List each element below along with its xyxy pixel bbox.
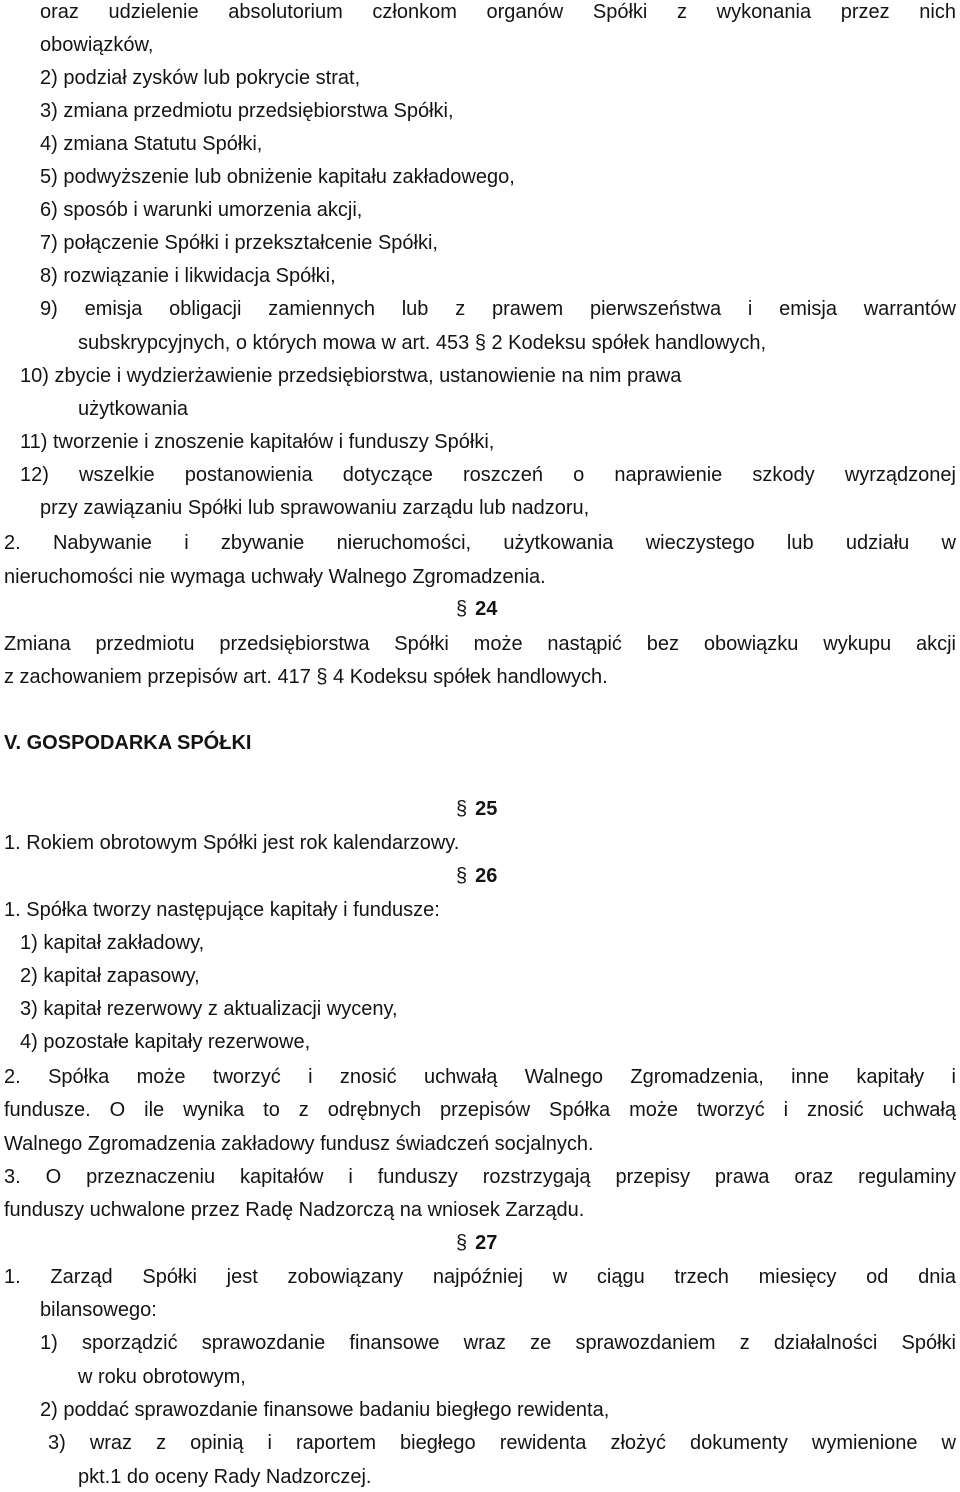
text-line: w roku obrotowym, [78,1366,246,1388]
paragraph-line: 2. Spółka może tworzyć i znosić uchwałą Walnego Zgromadzenia, inne kapitały i [4,1066,956,1088]
text-line: pkt.1 do oceny Rady Nadzorczej. [78,1466,372,1488]
list-item: 2) podział zysków lub pokrycie strat, [40,67,361,89]
section-heading [456,1231,497,1255]
text-line: oraz udzielenie absolutorium członkom organów Spółki z wykonania przez nich [40,1,956,23]
section-symbol: § [456,798,468,820]
section-heading [456,597,497,621]
section-heading [456,864,497,888]
list-item: 9) emisja obligacji zamiennych lub z prawem pierwszeństwa i emisja warrantów [40,298,956,320]
paragraph-line: funduszy uchwalone przez Radę Nadzorczą na wniosek Zarządu. [4,1199,585,1221]
list-item: 8) rozwiązanie i likwidacja Spółki, [40,265,336,287]
text-line: przy zawiązaniu Spółki lub sprawowaniu zarządu lub nadzoru, [40,497,590,519]
list-item: 12) wszelkie postanowienia dotyczące roszczeń o naprawienie szkody wyrządzonej [20,464,956,486]
section-symbol: § [456,1232,468,1254]
chapter-heading: V. GOSPODARKA SPÓŁKI [4,732,252,754]
list-item: 1) sporządzić sprawozdanie finansowe wraz ze sprawozdaniem z działalności Spółki [40,1332,956,1354]
section-symbol: § [456,865,468,887]
section-symbol: § [456,598,468,620]
paragraph-line: 1. Spółka tworzy następujące kapitały i fundusze: [4,899,440,921]
section-heading [456,797,497,821]
list-item: 2) kapitał zapasowy, [20,965,200,987]
section-number: 26 [475,865,498,887]
list-item: 11) tworzenie i znoszenie kapitałów i funduszy Spółki, [20,431,495,453]
text-line: obowiązków, [40,34,154,56]
paragraph-line: z zachowaniem przepisów art. 417 § 4 Kodeksu spółek handlowych. [4,666,608,688]
paragraph-line: nieruchomości nie wymaga uchwały Walnego Zgromadzenia. [4,566,546,588]
paragraph-line: 2. Nabywanie i zbywanie nieruchomości, użytkowania wieczystego lub udziału w [4,532,956,554]
list-item: 4) pozostałe kapitały rezerwowe, [20,1031,311,1053]
list-item: 1) kapitał zakładowy, [20,932,205,954]
list-item: 3) zmiana przedmiotu przedsiębiorstwa Spółki, [40,100,454,122]
paragraph-line: 1. Rokiem obrotowym Spółki jest rok kalendarzowy. [4,832,460,854]
list-item: 3) wraz z opinią i raportem biegłego rewidenta złożyć dokumenty wymienione w [48,1432,956,1454]
section-number: 27 [475,1232,498,1254]
list-item: 3) kapitał rezerwowy z aktualizacji wyceny, [20,998,398,1020]
paragraph-line: 3. O przeznaczeniu kapitałów i funduszy rozstrzygają przepisy prawa oraz regulaminy [4,1166,956,1188]
text-line: bilansowego: [40,1299,157,1321]
list-item: 7) połączenie Spółki i przekształcenie Spółki, [40,232,438,254]
section-number: 25 [475,798,498,820]
paragraph-line: 1. Zarząd Spółki jest zobowiązany najpóźniej w ciągu trzech miesięcy od dnia [4,1266,956,1288]
section-number: 24 [475,598,498,620]
list-item: 5) podwyższenie lub obniżenie kapitału zakładowego, [40,166,515,188]
paragraph-line: Zmiana przedmiotu przedsiębiorstwa Spółki może nastąpić bez obowiązku wykupu akcji [4,633,956,655]
text-line: subskrypcyjnych, o których mowa w art. 453 § 2 Kodeksu spółek handlowych, [78,332,767,354]
list-item: 6) sposób i warunki umorzenia akcji, [40,199,363,221]
list-item: 4) zmiana Statutu Spółki, [40,133,263,155]
text-line: użytkowania [78,398,189,420]
paragraph-line: fundusze. O ile wynika to z odrębnych przepisów Spółka może tworzyć i znosić uchwałą [4,1099,956,1121]
list-item: 10) zbycie i wydzierżawienie przedsiębiorstwa, ustanowienie na nim prawa [20,365,682,387]
list-item: 2) poddać sprawozdanie finansowe badaniu biegłego rewidenta, [40,1399,610,1421]
paragraph-line: Walnego Zgromadzenia zakładowy fundusz świadczeń socjalnych. [4,1133,594,1155]
